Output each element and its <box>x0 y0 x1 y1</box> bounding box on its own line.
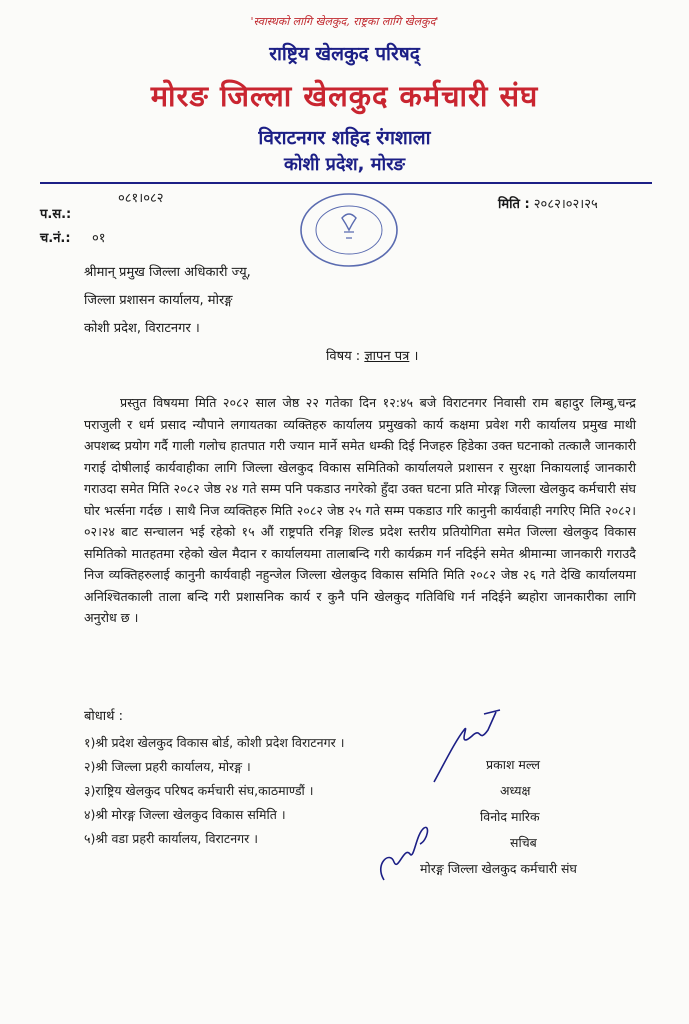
letterhead-province: कोशी प्रदेश, मोरङ <box>283 154 406 175</box>
cc-item: १)श्री प्रदेश खेलकुद विकास बोर्ड, कोशी प्रदेश विराटनगर । <box>84 735 345 750</box>
round-office-seal-icon <box>294 190 404 270</box>
addressee-line: जिल्ला प्रशासन कार्यालय, मोरङ्ग <box>84 293 233 308</box>
cc-item: ४)श्री मोरङ्ग जिल्ला खेलकुद विकास समिति । <box>84 807 286 822</box>
letterhead-divider <box>40 182 652 184</box>
reference-label: प.स.: <box>40 207 72 222</box>
subject-line <box>326 346 418 364</box>
letterhead-venue: विराटनगर शहिद रंगशाला <box>258 127 431 149</box>
subject-text: ज्ञापन पत्र <box>364 349 410 364</box>
addressee-line: कोशी प्रदेश, विराटनगर । <box>84 321 200 336</box>
cc-item: ३)राष्ट्रिय खेलकुद परिषद कर्मचारी संघ,काठमाण्डौं । <box>84 783 314 798</box>
cc-item: २)श्री जिल्ला प्रहरी कार्यालय, मोरङ्ग । <box>84 759 251 774</box>
signatory-name: विनोद मारिक <box>480 809 540 824</box>
signatory-role: सचिब <box>510 835 537 850</box>
fiscal-year: ०८१।०८२ <box>118 191 164 206</box>
body-paragraph: प्रस्तुत विषयमा मिति २०८२ साल जेष्ठ २२ गतेका दिन १२:४५ बजे विराटनगर निवासी राम बहादुर लिम्बु,चन्द्र पराजुली र धर्म प्रसाद न्यौपाने लगायतका व्यक्तिहरु कार्यालय प्रमुखको कार्य कक्षमा प्रवेश गरी कार्यालय प्रमुख माथी अपशब्द प्रयोग गर्दै गाली गलोच हातपात गरी ज्यान मार्ने समेत धम्की दिई निजहरु हिडेका उक्त घटनाको तत्कालै जानकारी गराई दोषीलाई कार्यवाहीका लागि जिल्ला खेलकुद विकास समितिको कार्यालयले प्रशासन र सुरक्षा निकायलाई जानकारी गराउदा समेत मिति २०८२ जेष्ठ २४ गते सम्म पनि पकडाउ नगरेको हुँदा उक्त घटना प्रति मोरङ्ग जिल्ला खेलकुद कर्मचारी संघ घोर भर्त्सना गर्दछ । साथै निज व्यक्तिहरु मिति २०८२ जेष्ठ २५ गते सम्म पकडाउ गरि कानुनी कार्यवाही नगरिए मिति २०८२।०२।२४ बाट सन्चालन भई रहेको १५ औं राष्ट्रपति रनिङ्ग शिल्ड प्रदेश स्तरीय प्रतियोगिता समेत जिल्ला खेलकुद विकास समितिको मातहतमा रहेको खेल मैदान र कार्यालयमा तालाबन्दि गरी कार्यक्रम गर्न नदिईने समेत श्रीमान्मा जानकारी गराउदै निज व्यक्तिहरुलाई कानुनी कार्यवाही नहुन्जेल जिल्ला खेलकुद विकास समिति मिति २०८२ जेष्ठ २६ गते देखि कार्यालयमा अनिश्चितकाली ताला बन्दि गरी प्रशासनिक कार्य र कुनै पनि खेलकुद गतिविधि गर्न नदिईने ब्यहोरा जानकारीका लागि अनुरोध छ । <box>84 395 636 625</box>
letterhead-tagline: 'स्वास्थको लागि खेलकुद, राष्ट्रका लागि खेलकुद' <box>250 15 439 28</box>
letter-date <box>498 194 598 212</box>
letterhead-council: राष्ट्रिय खेलकुद परिषद् <box>269 43 420 65</box>
cc-title: बोधार्थ : <box>84 709 123 724</box>
addressee-line: श्रीमान् प्रमुख जिल्ला अधिकारी ज्यू, <box>84 265 251 280</box>
signatory-role: अध्यक्ष <box>500 783 531 798</box>
signatory-name: प्रकाश मल्ल <box>486 757 541 772</box>
letter-body <box>84 392 636 629</box>
dispatch-label: च.नं.: <box>40 231 71 246</box>
date-label: मिति : <box>498 197 530 212</box>
signatory-organization: मोरङ्ग जिल्ला खेलकुद कर्मचारी संघ <box>420 861 577 876</box>
date-value: २०८२।०२।२५ <box>533 197 598 212</box>
letterhead-union-name: मोरङ जिल्ला खेलकुद कर्मचारी संघ <box>150 79 539 113</box>
subject-label: विषय : <box>326 349 361 364</box>
cc-item: ५)श्री वडा प्रहरी कार्यालय, विराटनगर । <box>84 831 258 846</box>
dispatch-number: ०१ <box>92 231 106 246</box>
subject-end: । <box>413 349 419 364</box>
signature-president-icon <box>426 700 506 790</box>
signature-secretary-icon <box>370 810 440 890</box>
